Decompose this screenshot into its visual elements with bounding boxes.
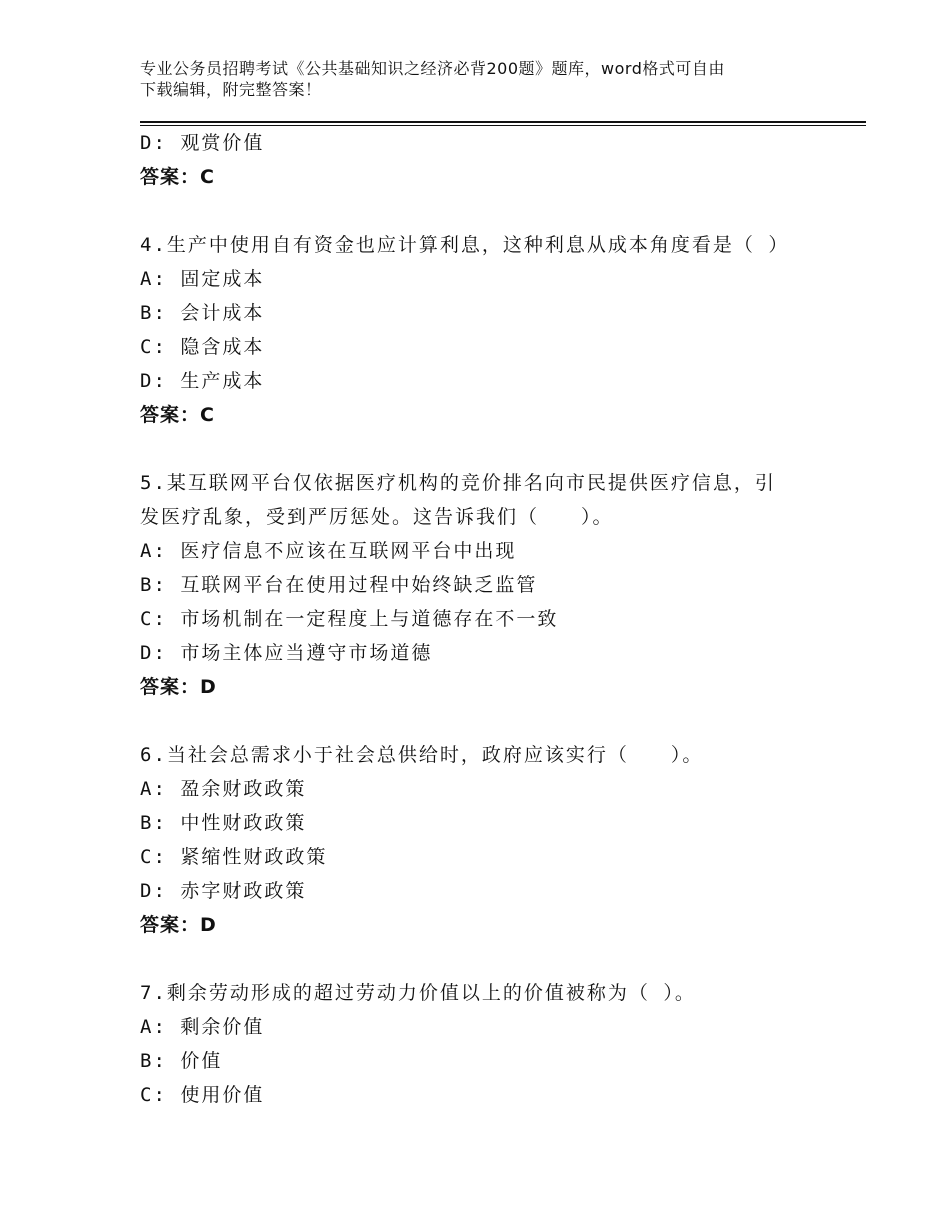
option-c: C: 隐含成本 [140, 336, 265, 358]
spacer [140, 942, 840, 976]
question-stem: 6.当社会总需求小于社会总供给时，政府应该实行（ ）。 [140, 744, 704, 766]
spacer [140, 194, 840, 228]
option-c: C: 市场机制在一定程度上与道德存在不一致 [140, 608, 559, 630]
spacer [140, 704, 840, 738]
option-b: B: 中性财政政策 [140, 812, 307, 834]
question-stem-cont: 发医疗乱象，受到严厉惩处。这告诉我们（ ）。 [140, 506, 614, 528]
option-a: A: 盈余财政政策 [140, 778, 307, 800]
option-a: A: 医疗信息不应该在互联网平台中出现 [140, 540, 517, 562]
option-a: A: 固定成本 [140, 268, 265, 290]
question-5 [140, 466, 840, 704]
option-c: C: 使用价值 [140, 1084, 265, 1106]
question-6 [140, 738, 840, 942]
question-4 [140, 228, 840, 432]
question-stem: 5.某互联网平台仅依据医疗机构的竞价排名向市民提供医疗信息，引 [140, 472, 776, 494]
header-line-2: 下载编辑，附完整答案！ [140, 80, 322, 99]
question-list [140, 126, 840, 1112]
option-d: D: 市场主体应当遵守市场道德 [140, 642, 433, 664]
answer: 答案：D [140, 676, 217, 698]
option-c: C: 紧缩性财政政策 [140, 846, 328, 868]
prev-option-d: D: 观赏价值 [140, 132, 265, 154]
option-b: B: 价值 [140, 1050, 223, 1072]
option-b: B: 会计成本 [140, 302, 265, 324]
question-stem: 7.剩余劳动形成的超过劳动力价值以上的价值被称为（ ）。 [140, 982, 696, 1004]
answer: 答案：C [140, 404, 215, 426]
question-7 [140, 976, 840, 1112]
spacer [140, 432, 840, 466]
prev-answer: 答案：C [140, 166, 215, 188]
option-d: D: 生产成本 [140, 370, 265, 392]
option-d: D: 赤字财政政策 [140, 880, 307, 902]
answer: 答案：D [140, 914, 217, 936]
header-line-1: 专业公务员招聘考试《公共基础知识之经济必背200题》题库，word格式可自由 [140, 59, 725, 78]
document-header [140, 58, 840, 100]
header-rule-thick [140, 121, 866, 123]
option-a: A: 剩余价值 [140, 1016, 265, 1038]
option-b: B: 互联网平台在使用过程中始终缺乏监管 [140, 574, 538, 596]
question-stem: 4.生产中使用自有资金也应计算利息，这种利息从成本角度看是（ ） [140, 234, 790, 256]
